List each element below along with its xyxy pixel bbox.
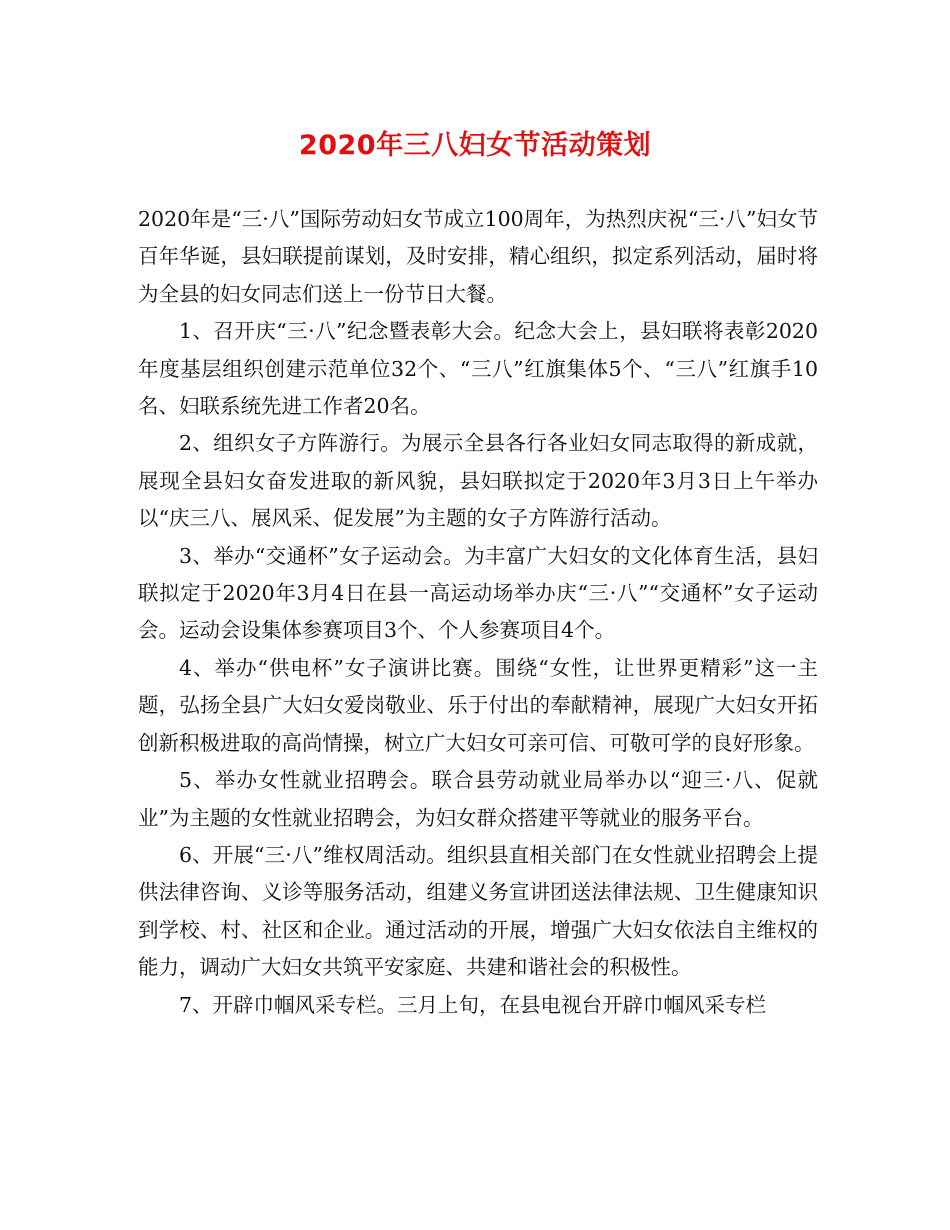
- intro-paragraph: 2020年是“三·八”国际劳动妇女节成立100周年，为热烈庆祝“三·八”妇女节百年华诞，县妇联提前谋划，及时安排，精心组织，拟定系列活动，届时将为全县的妇女同志们送上一份节日大餐。: [138, 207, 818, 306]
- activity-item-3: 3、举办“交通杯”女子运动会。为丰富广大妇女的文化体育生活，县妇联拟定于2020年3月4日在县一高运动场举办庆“三·八”“交通杯”女子运动会。运动会设集体参赛项目3个、个人参赛项目4个。: [138, 543, 818, 643]
- activity-item-2: 2、组织女子方阵游行。为展示全县各行各业妇女同志取得的新成就，展现全县妇女奋发进取的新风貌，县妇联拟定于2020年3月3日上午举办以“庆三八、展风采、促发展”为主题的女子方阵游行活动。: [138, 431, 818, 531]
- activity-item-1: 1、召开庆“三·八”纪念暨表彰大会。纪念大会上，县妇联将表彰2020年度基层组织创建示范单位32个、“三八”红旗集体5个、“三八”红旗手10名、妇联系统先进工作者20名。: [138, 319, 818, 419]
- document-body: [138, 201, 818, 1024]
- activity-item-7: 7、开辟巾帼风采专栏。三月上旬，在县电视台开辟巾帼风采专栏: [179, 992, 767, 1017]
- document-title: 2020年三八妇女节活动策划: [298, 130, 652, 161]
- activity-item-4: 4、举办“供电杯”女子演讲比赛。围绕“女性，让世界更精彩”这一主题，弘扬全县广大妇女爱岗敬业、乐于付出的奉献精神，展现广大妇女开拓创新积极进取的高尚情操，树立广大妇女可亲可信、可敬可学的良好形象。: [138, 655, 818, 755]
- activity-item-5: 5、举办女性就业招聘会。联合县劳动就业局举办以“迎三·八、促就业”为主题的女性就业招聘会，为妇女群众搭建平等就业的服务平台。: [138, 768, 818, 830]
- activity-item-6: 6、开展“三·八”维权周活动。组织县直相关部门在女性就业招聘会上提供法律咨询、义诊等服务活动，组建义务宣讲团送法律法规、卫生健康知识到学校、村、社区和企业。通过活动的开展，增强广大妇女依法自主维权的能力，调动广大妇女共筑平安家庭、共建和谐社会的积极性。: [138, 842, 818, 980]
